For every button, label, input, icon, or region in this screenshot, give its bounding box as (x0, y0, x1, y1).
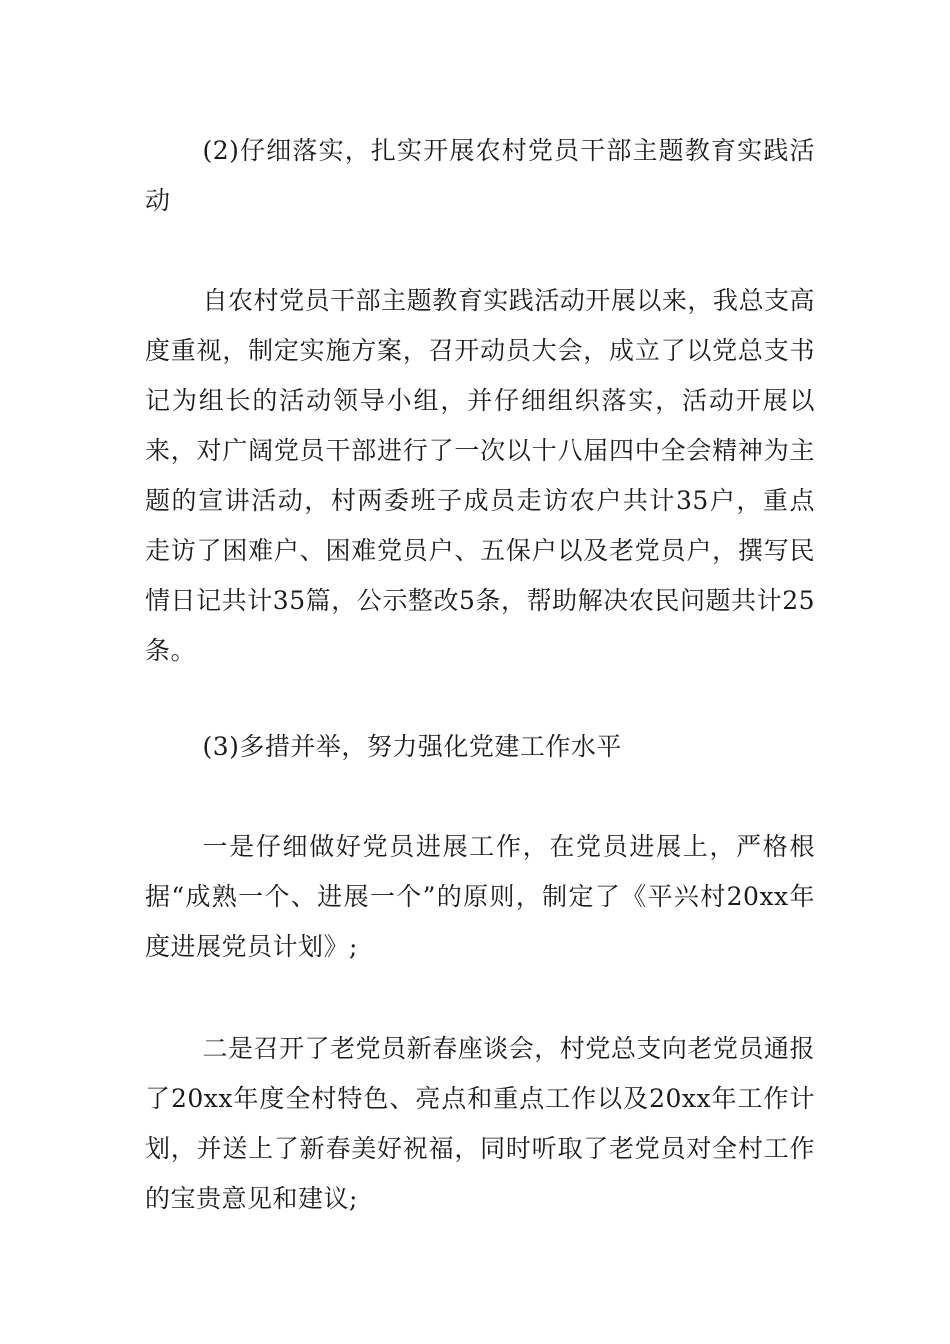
body-paragraph-member-development: 一是仔细做好党员进展工作，在党员进展上，严格根据“成熟一个、进展一个”的原则，制定了《平兴村20xx年度进展党员计划》; (145, 832, 815, 961)
body-paragraph-activities: 自农村党员干部主题教育实践活动开展以来，我总支高度重视，制定实施方案，召开动员大会，成立了以党总支书记为组长的活动领导小组，并仔细组织落实，活动开展以来，对广阔党员干部进行了一次以十八届四中全会精神为主题的宣讲活动，村两委班子成员走访农户共计35户，重点走访了困难户、困难党员户、五保户以及老党员户，撰写民情日记共计35篇，公示整改5条，帮助解决农民问题共计25条。 (145, 286, 815, 665)
section-heading-3: (3)多措并举，努力强化党建工作水平 (202, 732, 622, 761)
section-heading-2: (2)仔细落实，扎实开展农村党员干部主题教育实践活动 (145, 136, 815, 215)
body-paragraph-spring-meeting: 二是召开了老党员新春座谈会，村党总支向老党员通报了20xx年度全村特色、亮点和重点工作以及20xx年工作计划，并送上了新春美好祝福，同时听取了老党员对全村工作的宝贵意见和建议; (145, 1034, 815, 1213)
